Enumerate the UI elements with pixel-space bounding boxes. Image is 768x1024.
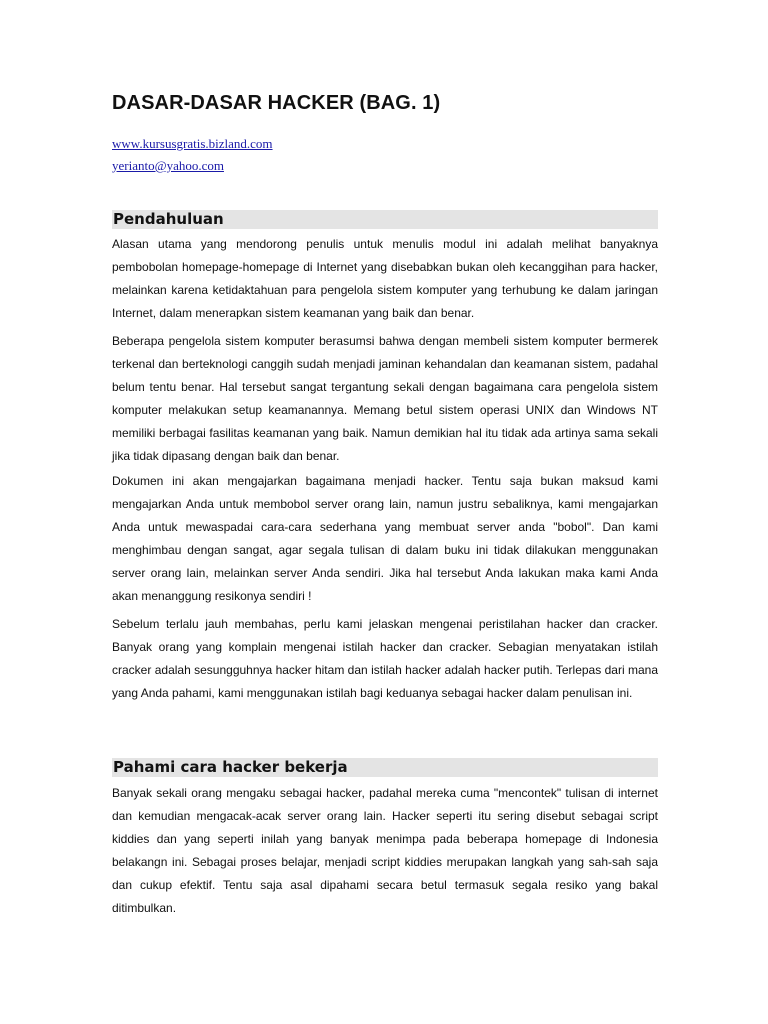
paragraph: Alasan utama yang mendorong penulis untuk menulis modul ini adalah melihat banyaknya pembobolan homepage-homepage di Internet yang disebabkan bukan oleh kecanggihan para hacker, melainkan karena ketidaktahuan para pengelola sistem komputer yang terhubung ke dalam jaringan Internet, dalam menerapkan sistem keamanan yang baik dan benar. [112,237,658,320]
paragraph: Sebelum terlalu jauh membahas, perlu kami jelaskan mengenai peristilahan hacker dan cracker. Banyak orang yang komplain mengenai istilah hacker dan cracker. Sebagian menyatakan istilah cracker adalah sesungguhnya hacker hitam dan istilah hacker adalah hacker putih. Terlepas dari mana yang Anda pahami, kami menggunakan istilah bagi keduanya sebagai hacker dalam penulisan ini. [112,617,658,700]
document-title: DASAR-DASAR HACKER (BAG. 1) [112,92,441,114]
section-heading-pahami-cara-hacker-bekerja: Pahami cara hacker bekerja [112,758,658,777]
paragraph: Beberapa pengelola sistem komputer berasumsi bahwa dengan membeli sistem komputer bermerek terkenal dan berteknologi canggih sudah menjadi jaminan kehandalan dan keamanan sistem, padahal belum tentu benar. Hal tersebut sangat tergantung sekali dengan bagaimana cara pengelola sistem komputer melakukan setup keamanannya. Memang betul sistem operasi UNIX dan Windows NT memiliki berbagai fasilitas keamanan yang baik. Namun demikian hal itu tidak ada artinya sama sekali jika tidak dipasang dengan baik dan benar. [112,334,658,463]
paragraph: Banyak sekali orang mengaku sebagai hacker, padahal mereka cuma "mencontek" tulisan di internet dan kemudian mengacak-acak server orang lain. Hacker seperti itu sering disebut sebagai script kiddies dan yang seperti inilah yang banyak menimpa pada beberapa homepage di Indonesia belakangn ini. Sebagai proses belajar, menjadi script kiddies merupakan langkah yang sah-sah saja dan cukup efektif. Tentu saja asal dipahami secara betul termasuk segala resiko yang bakal ditimbulkan. [112,786,658,915]
website-link[interactable]: www.kursusgratis.bizland.com [112,136,273,151]
email-link[interactable]: yerianto@yahoo.com [112,158,224,173]
paragraph: Dokumen ini akan mengajarkan bagaimana menjadi hacker. Tentu saja bukan maksud kami mengajarkan Anda untuk membobol server orang lain, namun justru sebaliknya, kami mengajarkan Anda untuk mewaspadai cara-cara sederhana yang membuat server anda "bobol". Dan kami menghimbau dengan sangat, agar segala tulisan di dalam buku ini tidak dilakukan menggunakan server orang lain, melainkan server Anda sendiri. Jika hal tersebut Anda lakukan maka kami Anda akan menanggung resikonya sendiri ! [112,474,658,603]
section-heading-pendahuluan: Pendahuluan [112,210,658,229]
